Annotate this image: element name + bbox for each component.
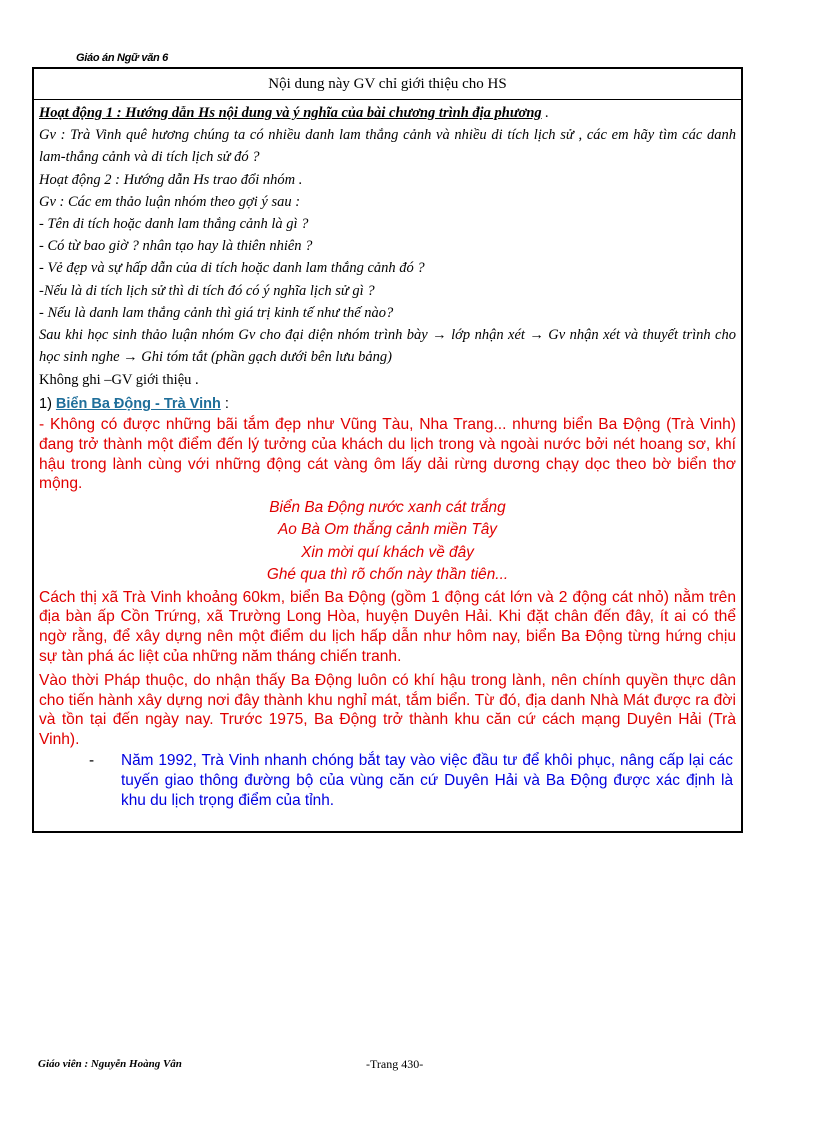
activity-1-end: . [541, 105, 549, 121]
guide-line: - Nếu là danh lam thắng cảnh thì giá trị kinh tế như thế nào? [39, 304, 394, 321]
guide-line: -Nếu là di tích lịch sử thì di tích đó có ý nghĩa lịch sử gì ? [39, 282, 375, 299]
table-body-cell [34, 100, 741, 811]
section-heading [39, 393, 736, 415]
guide-line: - Vẻ đẹp và sự hấp dẫn của di tích hoặc danh lam thắng cảnh đó ? [39, 260, 425, 277]
guide-line: Hoạt động 2 : Hướng dẫn Hs trao đổi nhóm . [39, 171, 303, 188]
paragraph-intro: - Không có được những bãi tắm đẹp như Vũng Tàu, Nha Trang... nhưng biển Ba Động (Trà Vinh) đang trở thành một điểm đến lý tưởng của khách du lịch trong và ngoài nước bởi nét hoang sơ, khí hậu trong lành cùng với những động cát vàng ôm lấy dải rừng dương chạy dọc theo bờ biển thơ mộng. [39, 416, 736, 493]
paragraph-history: Vào thời Pháp thuộc, do nhận thấy Ba Động luôn có khí hậu trong lành, nên chính quyền thực dân cho tiến hành xây dựng nơi đây thành khu nghỉ mát, tắm biển. Từ đó, địa danh Nhà Mát được ra đời và tồn tại đến ngày nay. Trước 1975, Ba Động trở thành khu căn cứ cách mạng Duyên Hải (Trà Vinh). [39, 672, 736, 748]
document-header: Giáo án Ngữ văn 6 [76, 52, 168, 64]
poem-line: Xin mời quí khách về đây [301, 543, 474, 561]
section-number: 1) [39, 396, 56, 413]
section-colon: : [220, 396, 229, 413]
guide-line: Sau khi học sinh thảo luận nhóm Gv cho đại diện nhóm trình bày → lớp nhận xét → Gv nhận xét và thuyết trình cho học sinh nghe → Ghi tóm tắt (phần gạch dưới bên lưu bảng) [39, 327, 736, 366]
bullet-dash: - [89, 751, 95, 769]
guide-line: Gv : Các em thảo luận nhóm theo gợi ý sau : [39, 193, 301, 210]
guide-line: - Có từ bao giờ ? nhân tạo hay là thiên nhiên ? [39, 238, 313, 255]
table-title: Nội dung này GV chỉ giới thiệu cho HS [34, 69, 741, 100]
section-title-link[interactable]: Biển Ba Động - Trà Vinh [55, 396, 221, 413]
footer-teacher: Giáo viên : Nguyễn Hoàng Vân [38, 1058, 182, 1070]
red-text-block [39, 415, 736, 749]
activity-1-line [39, 102, 736, 124]
poem-line: Ghé qua thì rõ chốn này thần tiên... [266, 566, 509, 584]
paragraph-development: Năm 1992, Trà Vinh nhanh chóng bắt tay vào việc đầu tư để khôi phục, nâng cấp lại các tuyến giao thông đường bộ của vùng căn cứ Duyên Hải và Ba Động được xác định là khu du lịch trọng điểm của tỉnh. [121, 751, 733, 809]
poem-line: Biển Ba Động nước xanh cát trắng [269, 498, 506, 516]
poem-line: Ao Bà Om thắng cảnh miền Tây [277, 521, 497, 539]
bullet-item [39, 751, 736, 811]
guide-line: - Tên di tích hoặc danh lam thắng cảnh là gì ? [39, 216, 309, 233]
teacher-note: Không ghi –GV giới thiệu . [39, 372, 199, 389]
footer-page-number: -Trang 430- [366, 1057, 424, 1071]
guide-line: Gv : Trà Vinh quê hương chúng ta có nhiều danh lam thắng cảnh và nhiều di tích lịch sử , các em hãy tìm các danh lam-thắng cảnh và di tích lịch sử đó ? [39, 127, 736, 166]
poem [39, 497, 736, 587]
activity-1-heading: Hoạt động 1 : Hướng dẫn Hs nội dung và ý nghĩa của bài chương trình địa phương [39, 105, 542, 121]
content-table [32, 67, 743, 833]
paragraph-location: Cách thị xã Trà Vinh khoảng 60km, biển Ba Động (gồm 1 động cát lớn và 2 động cát nhỏ) nằm trên địa bàn ấp Cồn Trứng, xã Trường Long Hòa, huyện Duyên Hải. Khi đặt chân đến đây, ít ai có thể ngờ rằng, để xây dựng nên một điểm du lịch hấp dẫn như hôm nay, biển Ba Động từng hứng chịu sự tàn phá ác liệt của những năm tháng chiến tranh. [39, 588, 736, 665]
